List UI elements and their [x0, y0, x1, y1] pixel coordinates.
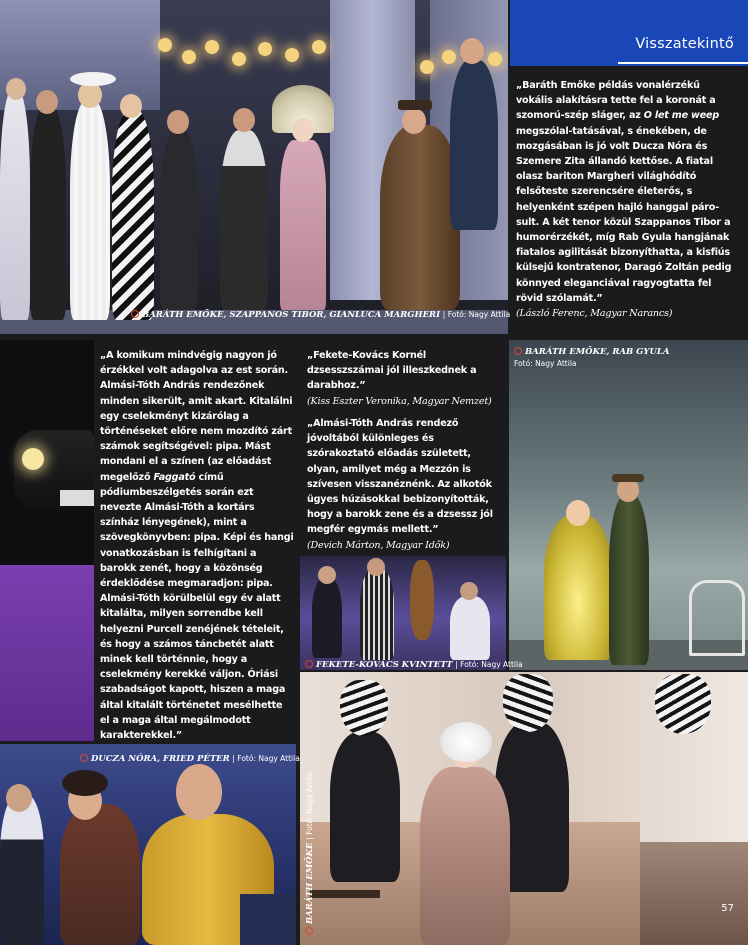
quote-narancs: „Baráth Emőke példás vonalérzékű vokális alakításra tette fel a koronát a szomorú-szép sláger, az O let me weep megszólal-tatásával, s énekében, de mozgásában is jó volt Ducza Nóra és Szemere Zita állandó kettőse. A fiatal olasz bariton Margheri világhódító felsőteste szerencsére életerős, s helyenként szépen hajló hanggal páro-sult. A két tenor közül Szappanos Tibor a humorérzékét, míg Rab Gyula hangjának fiatalos agilitását bizonyíthatta, a kisfiús külsejű kontratenor, Daragó Zoltán pedig könnyed eleganciával ragyogtatta fel rövid szólamát.” (László Ferenc, Magyar Narancs): [516, 78, 738, 321]
caption-names: BARÁTH EMŐKE: [305, 842, 315, 924]
caption-dot-icon: [80, 754, 88, 762]
caption-top-photo: [131, 310, 510, 320]
quote-source: (László Ferenc, Magyar Narancs): [516, 308, 673, 320]
purple-block: [0, 565, 94, 741]
section-header-block: [510, 0, 748, 66]
caption-names: BARÁTH EMŐKE, RAB GYULA: [525, 347, 670, 357]
caption-zebra-photo: [305, 772, 315, 935]
caption-band-photo: [305, 660, 523, 670]
stage-photo-top: [0, 0, 511, 334]
quote-source: (Kiss Eszter Veronika, Magyar Nemzet): [307, 395, 492, 407]
caption-ducza-fried: [80, 754, 300, 764]
caption-names: FEKETE-KOVÁCS KVINTETT: [316, 660, 453, 670]
stage-photo-ducza-fried: [0, 744, 296, 945]
caption-dot-icon: [131, 310, 139, 318]
caption-credit: Fotó: Nagy Attila: [514, 359, 577, 368]
band-photo: [300, 556, 506, 670]
caption-credit: | Fotó: Nagy Attila: [442, 310, 511, 319]
song-title: O let me weep: [643, 110, 719, 122]
caption-names: DUCZA NÓRA, FRIED PÉTER: [91, 754, 230, 764]
stage-photo-zebras: [300, 672, 748, 945]
quote-operavilag: „A komikum mindvégig nagyon jó érzékkel volt adagolva az est során. Almási-Tóth András rendezőnek minden sikerült, amit akart. Kitalálni egy cselekményt kizárólag a történéseket előre nem mozdító zárt számok segítségével: pipa. Mást mondani el a színen (az előadást megelőző Faggató című pódiumbeszélgetés során ezt nevezte Almási-Tóth a kortárs színház lényegének), mint a szövegkönyvben: pipa. Képi és hangi vonatkozásban is felhígítani a barokk zenét, hogy a közönség érdeklődése megmaradjon: pipa. Almási-Tóth körülbelül egy év alatt kitalálta, milyen sorrendbe kell helyezni Purcell zenéjének tételeit, és hogy a számos táncbetét alatt minek kell történnie, hogy a cselekmény kerekké váljon. Óriási szabadságot kapott, hiszen a maga által kitalált történetet mesélhette el a maga által megálmodott karakterekkel.”: [100, 348, 294, 758]
page-number: 57: [721, 903, 734, 914]
caption-credit: | Fotó: Nagy Attila: [305, 772, 314, 840]
quote-source: (Devich Márton, Magyar Idők): [307, 539, 450, 551]
quote-magyar-nemzet: „Fekete-Kovács Kornél dzsesszszámai jól illeszkednek a darabhoz.” (Kiss Eszter Veronika, Magyar Nemzet): [307, 348, 499, 409]
caption-dot-icon: [305, 927, 313, 935]
stage-photo-duet: [509, 340, 748, 670]
quote-magyar-idok: „Almási-Tóth András rendező jóvoltából különleges és szórakoztató előadás született, olyan, amilyet még a Mezzón is szívesen visszanéznénk. Az alkotók ügyes húzásokkal bebizonyították, hogy a barokk zene és a dzsessz jól megfér egymás mellett.” (Devich Márton, Magyar Idők): [307, 416, 499, 553]
work-title: Faggató: [153, 471, 196, 483]
caption-credit: | Fotó: Nagy Attila: [455, 660, 523, 669]
caption-dot-icon: [305, 660, 313, 668]
caption-dot-icon: [514, 347, 522, 355]
caption-names: BARÁTH EMŐKE, SZAPPANOS TIBOR, GIANLUCA MARGHERI: [142, 310, 441, 320]
caption-duet-photo: [514, 347, 669, 370]
caption-credit: | Fotó: Nagy Attila: [232, 754, 300, 763]
car-photo: [0, 340, 94, 565]
section-title: Visszatekintő: [635, 36, 734, 52]
